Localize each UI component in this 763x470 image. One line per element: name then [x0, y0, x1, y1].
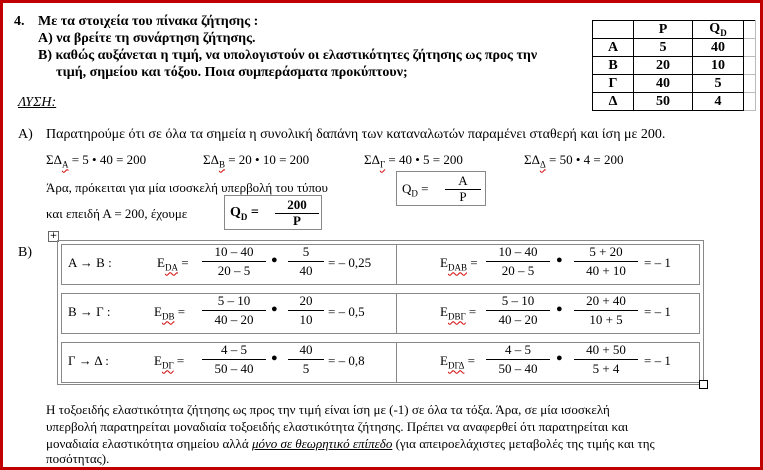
table-row: Γ 40 5	[593, 75, 756, 93]
move-ab: Α → Β :	[68, 255, 112, 270]
multiply-dot-icon: ●	[556, 254, 563, 266]
hyperbola-text: Άρα, πρόκειται για μία ισοσκελή υπερβολή του τύπου	[46, 180, 328, 195]
formula-general: $Q_D$ = A P	[396, 171, 486, 206]
arc-result-ab: = – 1	[644, 255, 671, 270]
table-header-quantity: $Q_D$	[693, 21, 744, 39]
multiply-dot-icon: ●	[556, 352, 563, 364]
multiply-dot-icon: ●	[271, 352, 278, 364]
point-elasticity-bg: $E_{DB}$ =	[154, 304, 186, 322]
table-row: Β 20 10	[593, 57, 756, 75]
table-row: Δ 50 4	[593, 93, 756, 111]
arc-elasticity-ab: $E_{DAB}$ =	[440, 255, 478, 273]
point-result-bg: = – 0,5	[328, 304, 365, 319]
fraction: $\frac{10 - 40}{20 - 5}$	[486, 244, 550, 279]
spending-a: $\Sigma\Delta_A = 5$ • 40 = 200	[46, 152, 147, 170]
fraction: $\frac{5 + 20}{40 + 10}$	[574, 244, 638, 279]
fraction: $\frac{40 + 50}{5 + 4}$	[574, 342, 638, 377]
spending-b: $\Sigma\Delta_B = 20$ • 10 = 200	[203, 152, 310, 170]
point-result-gd: = – 0,8	[328, 353, 365, 368]
formula-specific: $Q_D$ = 200 P	[224, 195, 322, 230]
point-elasticity-gd: $E_{D\Gamma}$ =	[154, 353, 185, 371]
table-move-handle-icon[interactable]: +	[49, 231, 58, 241]
fraction: $\frac{5}{40}$	[288, 244, 324, 279]
question-intro: Με τα στοιχεία του πίνακα ζήτησης :	[38, 14, 259, 29]
arc-elasticity-bg: $E_{DB\Gamma}$ =	[440, 304, 477, 322]
conclusion-line2: υπερβολή παρατηρείται μοναδιαία τοξοειδής ελαστικότητα ζήτησης. Πρέπει να αναφερθεί ότι παρατηρείται και	[46, 419, 629, 434]
spending-d: $\Sigma\Delta_\Delta = 50$ • 4 = 200	[524, 152, 624, 170]
question-part-b-line2: τιμή, σημείου και τόξου. Ποια συμπεράσματα προκύπτουν;	[56, 65, 408, 80]
table-resize-handle-icon[interactable]	[699, 380, 708, 389]
question-part-b-line1: Β) καθώς αυξάνεται η τιμή, να υπολογιστούν οι ελαστικότητες ζήτησης ως προς την	[38, 48, 538, 63]
multiply-dot-icon: ●	[271, 303, 278, 315]
fraction: $\frac{5 - 10}{40 - 20}$	[486, 293, 550, 328]
fraction: $\frac{40}{5}$	[288, 342, 324, 377]
point-result-ab: = – 0,25	[328, 255, 372, 270]
conclusion-line4: ποσότητας).	[46, 451, 110, 466]
table-header-price: P	[634, 21, 693, 39]
since-text: και επειδή Α = 200, έχουμε	[46, 206, 188, 221]
part-a-label: Α)	[18, 127, 33, 142]
part-a-text: Παρατηρούμε ότι σε όλα τα σημεία η συνολική δαπάνη των καταναλωτών παραμένει σταθερή και ίση με 200.	[46, 127, 666, 142]
question-part-a: Α) να βρείτε τη συνάρτηση ζήτησης.	[38, 31, 256, 46]
solution-label: ΛΥΣΗ:	[18, 95, 57, 110]
multiply-dot-icon: ●	[271, 254, 278, 266]
fraction: $\frac{20 + 40}{10 + 5}$	[574, 293, 638, 328]
spending-c: $\Sigma\Delta_\Gamma = 40$ • 5 = 200	[364, 152, 463, 170]
table-header-empty	[593, 21, 634, 39]
fraction: $\frac{4 - 5}{50 - 40}$	[202, 342, 266, 377]
fraction: $\frac{10 - 40}{20 - 5}$	[202, 244, 266, 279]
move-gd: Γ → Δ :	[68, 353, 109, 368]
demand-table	[592, 20, 756, 111]
fraction: $\frac{20}{10}$	[288, 293, 324, 328]
arc-result-bg: = – 1	[644, 304, 671, 319]
part-b-label: Β)	[18, 245, 32, 260]
arc-result-gd: = – 1	[644, 353, 671, 368]
question-number: 4.	[14, 14, 25, 29]
fraction: $\frac{4 - 5}{50 - 40}$	[486, 342, 550, 377]
table-header-row	[593, 21, 756, 39]
point-elasticity-ab: $E_{DA}$ =	[157, 255, 189, 273]
fraction: $\frac{5 - 10}{40 - 20}$	[202, 293, 266, 328]
move-bg: Β → Γ :	[68, 304, 111, 319]
conclusion-line3: μοναδιαία ελαστικότητα σημείου αλλά μόνο σε θεωρητικό επίπεδο (για απειροελάχιστες μεταβολές της τιμής και της	[46, 436, 655, 451]
table-row: Α 5 40	[593, 39, 756, 57]
conclusion-line1: Η τοξοειδής ελαστικότητα ζήτησης ως προς την τιμή είναι ίση με (-1) σε όλα τα τόξα. Άρα, σε μία ισοσκελή	[46, 402, 610, 417]
arc-elasticity-gd: $E_{D\Gamma\Delta}$ =	[440, 353, 475, 371]
multiply-dot-icon: ●	[556, 303, 563, 315]
